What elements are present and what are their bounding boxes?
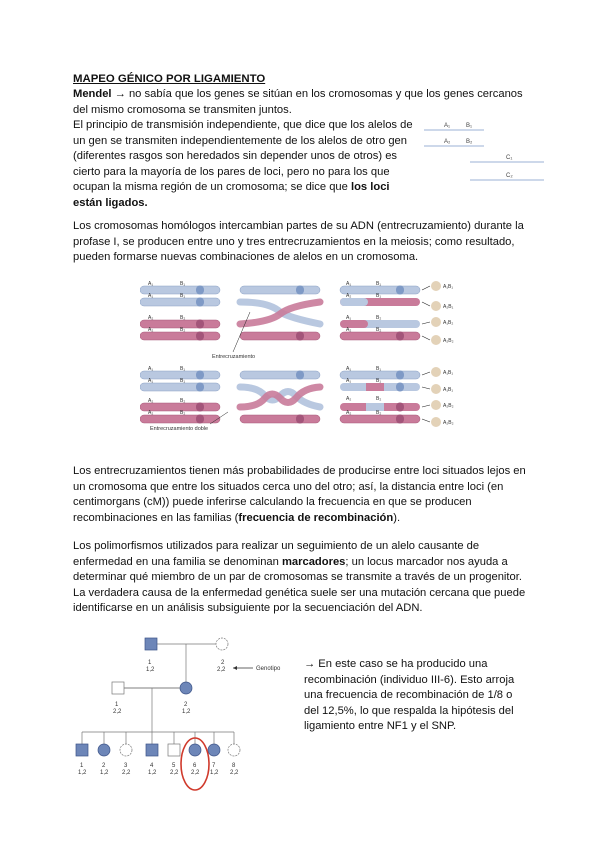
pedigree-III-6-recombinant: [189, 744, 201, 756]
mendel-label: Mendel: [73, 88, 112, 100]
pedigree-III-6-num: 6: [193, 763, 197, 769]
gamete-circle: [431, 400, 441, 410]
pedigree-II-2-num: 2: [184, 702, 188, 708]
crossing-over-figure: [140, 272, 470, 432]
gamete-circle: [431, 367, 441, 377]
pedigree-III-3: [120, 744, 132, 756]
pedigree-III-1-num: 1: [80, 763, 84, 769]
gamete-bot-0: A₁B₁: [443, 370, 454, 376]
pedigree-III-5: [168, 744, 180, 756]
label-b2b-top: B₂: [180, 327, 186, 333]
markers-paragraph: [73, 539, 535, 617]
rlabel-top-3a: A₂: [346, 327, 352, 333]
pedigree-III-6-geno: 2,2: [191, 770, 200, 776]
gamete-circle: [431, 335, 441, 345]
gametes-bottom: [422, 367, 454, 427]
rlabel-bot-0a: A₁: [346, 366, 352, 372]
pedigree-III-1: [76, 744, 88, 756]
pedigree-III-8: [228, 744, 240, 756]
rlabel-top-0b: B₁: [376, 281, 382, 287]
label-b2-top: B₂: [180, 315, 186, 321]
pedigree-chart: [70, 630, 310, 830]
pedigree-II-1-num: 1: [115, 702, 119, 708]
rlabel-bot-2a: A₂: [346, 396, 352, 402]
label-bottom-3b: B₂: [180, 410, 186, 416]
label-bottom-0a: A₁: [148, 366, 154, 372]
gamete-top-0: A₁B₁: [443, 284, 454, 290]
pedigree-III-7-geno: 1,2: [210, 770, 219, 776]
gamete-top-3: A₂B₂: [443, 338, 454, 344]
pedigree-III-5-num: 5: [172, 763, 176, 769]
rlabel-top-0a: A₁: [346, 281, 352, 287]
mini-c2: C₂: [506, 173, 513, 179]
gamete-top-1: A₂B₁: [443, 304, 454, 310]
pedigree-I-2-geno: 2,2: [217, 667, 226, 673]
pedigree-II-1-geno: 2,2: [113, 709, 122, 715]
pedigree-III-2-num: 2: [102, 763, 106, 769]
pedigree-II-1-male: [112, 682, 124, 694]
label-a1b-top: A₁: [148, 293, 154, 299]
pedigree-III-8-num: 8: [232, 763, 236, 769]
label-a2b-top: A₂: [148, 327, 154, 333]
pedigree-I-1-geno: 1,2: [146, 667, 155, 673]
label-b1b-top: B₁: [180, 293, 186, 299]
pedigree-I-2-female: [216, 638, 228, 650]
rlabel-bot-1b: B₁: [376, 378, 382, 384]
gamete-circle: [431, 384, 441, 394]
gametes-top: [422, 281, 454, 345]
pedigree-III-8-geno: 2,2: [230, 770, 239, 776]
label-bottom-0b: B₁: [180, 366, 186, 372]
pedigree-II-2-geno: 1,2: [182, 709, 191, 715]
distance-paragraph: [73, 464, 531, 526]
pedigree-III-3-num: 3: [124, 763, 128, 769]
mini-a2: A₂: [444, 139, 451, 145]
label-bottom-1b: B₁: [180, 378, 186, 384]
rlabel-bot-0b: B₁: [376, 366, 382, 372]
rlabel-top-2b: B₂: [376, 315, 382, 321]
pedigree-III-4-geno: 1,2: [148, 770, 157, 776]
label-bottom-2a: A₂: [148, 398, 154, 404]
mini-linkage-diagram: [420, 112, 550, 192]
rlabel-bot-2b: B₂: [376, 396, 382, 402]
mini-b1: B₁: [466, 123, 473, 129]
principle-text: El principio de transmisión independiente, que dice que los alelos de un gen se transmiten independientemente de los alelos de otro gen (diferentes rasgos son heredados sin depender unos de otros) es cierto para la mayoría de los pares de loci, pero no para los que ocupan la misma región de un cromosoma; se dice que: [73, 119, 413, 194]
rlabel-top-1b: B₁: [376, 293, 382, 299]
label-bottom-1a: A₁: [148, 378, 154, 384]
gamete-bot-2: A₂B₂: [443, 403, 454, 409]
mini-b2: B₂: [466, 139, 473, 145]
gamete-circle: [431, 301, 441, 311]
conclusion-paragraph: → En este caso se ha producido una recombinación (individuo III-6). Esto arroja una frecuencia de recombinación de 1/8 o del 12,5%, lo que respalda la hipótesis del ligamiento entre NF1 y el SNP.: [304, 658, 515, 733]
pedigree-III-7: [208, 744, 220, 756]
pedigree-III-1-geno: 1,2: [78, 770, 87, 776]
pedigree-III-7-num: 7: [212, 763, 216, 769]
mendel-text: → no sabía que los genes se sitúan en los cromosomas y que los genes cercanos del mismo cromosoma se transmiten juntos.: [73, 88, 523, 116]
gamete-circle: [431, 281, 441, 291]
label-bottom-3a: A₂: [148, 410, 154, 416]
rlabel-bot-1a: A₁: [346, 378, 352, 384]
gamete-bot-1: A₁B₁: [443, 387, 454, 393]
label-double-crossover: Entrecruzamiento doble: [150, 426, 209, 432]
genotype-label: Genotipo: [256, 666, 281, 672]
pedigree-III-3-geno: 2,2: [122, 770, 131, 776]
mini-c1: C₁: [506, 155, 513, 161]
pedigree-III-2-geno: 1,2: [100, 770, 109, 776]
rlabel-bot-3a: A₂: [346, 410, 352, 416]
principle-bold: los loci están ligados.: [73, 181, 390, 209]
recombination-frequency-bold: frecuencia de recombinación: [238, 511, 394, 524]
crossing-over-paragraph: Los cromosomas homólogos intercambian partes de su ADN (entrecruzamiento) durante la profase I, se producen entre uno y tres entrecruzamientos en la meiosis; como resultado, pueden formarse nuevas combinaciones de alelos en un cromosoma.: [73, 220, 524, 264]
gamete-top-2: A₁B₂: [443, 320, 454, 326]
pedigree-III-4: [146, 744, 158, 756]
rlabel-bot-3b: B₂: [376, 410, 382, 416]
rlabel-top-1a: A₂: [346, 293, 352, 299]
markers-text-a: Los polimorfismos utilizados para realizar un seguimiento de un alelo causante de enfermedad en una familia se denominan: [73, 540, 480, 568]
double-crossover-middle: [240, 371, 320, 424]
distance-text-b: ).: [393, 511, 401, 524]
label-a1-top: A₁: [148, 281, 154, 287]
principle-paragraph: [73, 118, 413, 212]
pedigree-I-1-male-affected: [145, 638, 157, 650]
label-single-crossover: Entrecruzamiento: [212, 354, 256, 360]
label-b1-top: B₁: [180, 281, 186, 287]
pedigree-III-2: [98, 744, 110, 756]
label-bottom-2b: B₂: [180, 398, 186, 404]
markers-bold: marcadores: [281, 555, 346, 568]
pedigree-I-2-num: 2: [221, 660, 225, 666]
gamete-circle: [431, 317, 441, 327]
single-crossover-middle: [240, 286, 320, 341]
pedigree-III-5-geno: 2,2: [170, 770, 179, 776]
gamete-bot-3: A₂B₂: [443, 420, 454, 426]
gamete-circle: [431, 417, 441, 427]
label-a2-top: A₂: [148, 315, 154, 321]
distance-text-a: Los entrecruzamientos tienen más probabilidades de producirse entre loci situados lejos en un cromosoma que entre los situados cerca uno del otro; así, la distancia entre loci (en centimorgans (cM)) puede inferirse calculando la frecuencia en que se producen recombinaciones en las familias (: [73, 465, 526, 524]
rlabel-top-3b: B₂: [376, 327, 382, 333]
markers-text-b: ; un locus marcador nos ayuda a determinar qué miembro de un par de cromosomas se transmite a través de un progenitor. La verdadera causa de la enfermedad genética suele ser una mutación cercana que puede identificarse en un análisis subsiguiente por la secuenciación del ADN.: [73, 555, 526, 615]
mini-a1: A₁: [444, 123, 451, 129]
pedigree-I-1-num: 1: [148, 660, 152, 666]
pedigree-II-2-female-affected: [180, 682, 192, 694]
page-title: MAPEO GÉNICO POR LIGAMIENTO: [73, 73, 266, 85]
rlabel-top-2a: A₁: [346, 315, 352, 321]
pedigree-III-4-num: 4: [150, 763, 154, 769]
